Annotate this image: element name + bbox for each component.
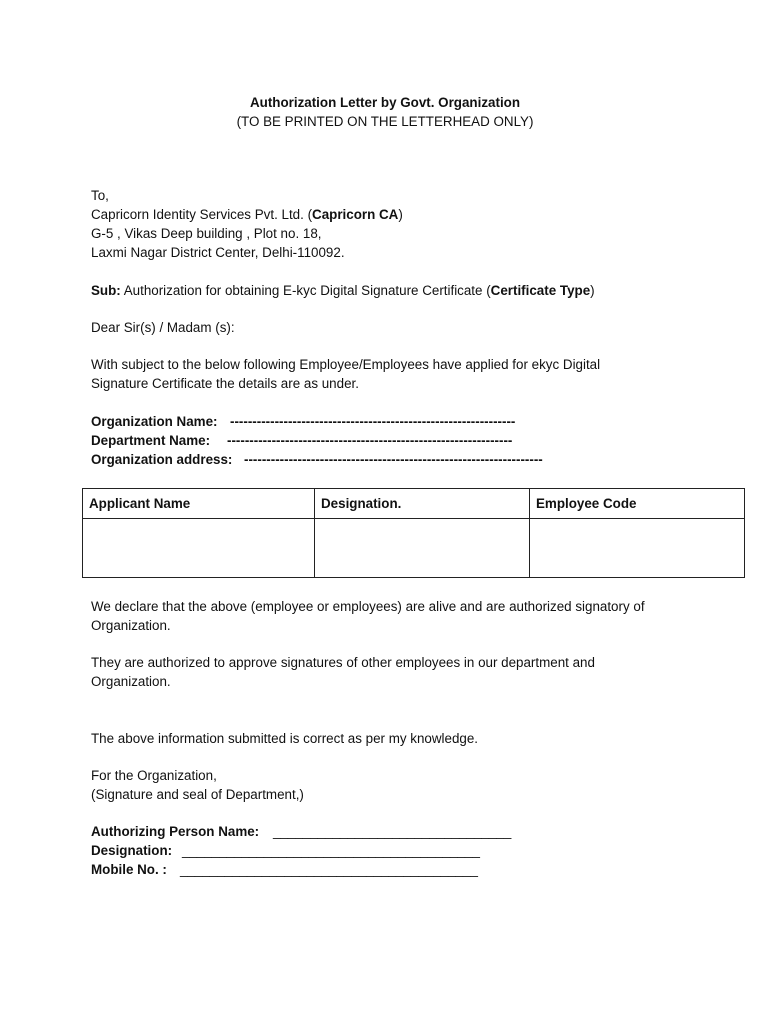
declaration-line-1: We declare that the above (employee or employees) are alive and are authorized signatory of: [91, 599, 645, 614]
table-header-row: [83, 489, 745, 519]
subject-certificate-type: Certificate Type: [490, 283, 591, 298]
address-line-1: [91, 205, 403, 224]
subject-paren: ): [590, 283, 595, 298]
declaration-line-2: Organization.: [91, 618, 171, 633]
knowledge-statement: The above information submitted is correct as per my knowledge.: [91, 731, 479, 746]
letter-subtitle: (TO BE PRINTED ON THE LETTERHEAD ONLY): [236, 114, 534, 129]
address-company-short: Capricorn CA: [312, 207, 399, 222]
authorizing-person-field: [91, 822, 511, 841]
closing-line-1: For the Organization,: [91, 768, 217, 783]
subject-text: Authorization for obtaining E-kyc Digital Signature Certificate (: [120, 283, 491, 298]
subject-label: Sub:: [91, 283, 121, 298]
authorization-line-2: Organization.: [91, 674, 171, 689]
org-address-field: [91, 450, 543, 469]
salutation: Dear Sir(s) / Madam (s):: [91, 320, 235, 335]
mobile-field: [91, 860, 478, 879]
designation-label: Designation:: [91, 843, 173, 858]
authorizing-person-blank[interactable]: ________________________________: [273, 824, 512, 839]
mobile-label: Mobile No. :: [91, 862, 167, 877]
column-header-applicant-name: Applicant Name: [83, 489, 315, 519]
address-company: Capricorn Identity Services Pvt. Ltd. (: [91, 207, 313, 222]
address-to: To,: [91, 188, 109, 203]
address-line-3: Laxmi Nagar District Center, Delhi-110092.: [91, 245, 345, 260]
org-name-blank[interactable]: ----------------------------------------------------------------: [230, 414, 516, 429]
department-name-blank[interactable]: ----------------------------------------------------------------: [227, 433, 513, 448]
closing-line-2: (Signature and seal of Department,): [91, 787, 304, 802]
address-line-2: G-5 , Vikas Deep building , Plot no. 18,: [91, 226, 322, 241]
department-name-field: [91, 431, 512, 450]
column-header-employee-code: Employee Code: [530, 489, 745, 519]
mobile-blank[interactable]: ________________________________________: [180, 862, 478, 877]
org-address-blank[interactable]: -------------------------------------------------------------------: [244, 452, 543, 467]
authorization-line-1: They are authorized to approve signatures of other employees in our department and: [91, 655, 595, 670]
designation-field: [91, 841, 480, 860]
address-paren: ): [398, 207, 403, 222]
org-name-field: [91, 412, 515, 431]
cell-designation[interactable]: [315, 519, 530, 578]
authorizing-person-label: Authorizing Person Name:: [91, 824, 260, 839]
table-row: [83, 519, 745, 578]
org-address-label: Organization address:: [91, 452, 233, 467]
designation-blank[interactable]: ________________________________________: [182, 843, 480, 858]
department-name-label: Department Name:: [91, 433, 211, 448]
org-name-label: Organization Name:: [91, 414, 218, 429]
column-header-designation: Designation.: [315, 489, 530, 519]
letter-title: Authorization Letter by Govt. Organization: [249, 95, 521, 110]
subject-line: [91, 281, 595, 300]
intro-line-2: Signature Certificate the details are as under.: [91, 376, 359, 391]
intro-line-1: With subject to the below following Employee/Employees have applied for ekyc Digital: [91, 357, 601, 372]
cell-applicant-name[interactable]: [83, 519, 315, 578]
cell-employee-code[interactable]: [530, 519, 745, 578]
applicant-table: [82, 488, 745, 578]
